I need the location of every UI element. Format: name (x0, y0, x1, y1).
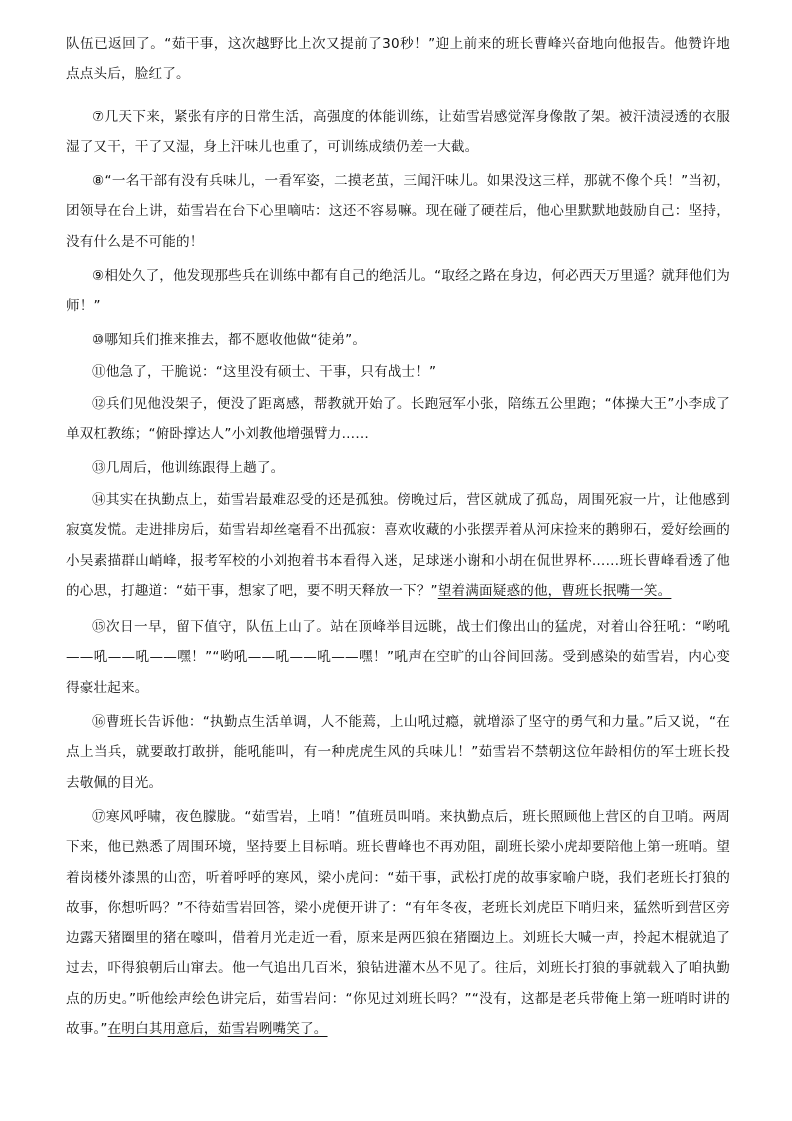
underlined-sentence: 望着满面疑惑的他，曹班长抿嘴一笑。 (437, 582, 672, 599)
paragraph-15 (66, 612, 730, 703)
underlined-sentence: 在明白其用意后，茹雪岩咧嘴笑了。 (107, 1021, 328, 1038)
paragraph-text: 队伍已返回了。“茹干事，这次越野比上次又提前了30秒！”迎上前来的班长曹峰兴奋地向他报告。他赞许地点点头后，脸红了。 (66, 36, 730, 83)
paragraph-text: ⑰寒风呼啸，夜色朦胧。“茹雪岩，上哨！”值班员叫哨。来执勤点后，班长照顾他上营区的自卫哨。两周下来，他已熟悉了周围环境，坚持要上目标哨。班长曹峰也不再劝阻，副班长梁小虎却要陪他上第一班哨。望着岗楼外漆黑的山峦，听着呼呼的寒风，梁小虎问：“茹干事，武松打虎的故事家喻户晓，我们老班长打狼的故事，你想听吗？”不待茹雪岩回答，梁小虎便开讲了：“有年冬夜，老班长刘虎臣下哨归来，猛然听到营区旁边露天猪圈里的猪在嚎叫，借着月光走近一看，原来是两匹狼在猪圈边上。刘班长大喊一声，拎起木棍就追了过去，吓得狼朝后山窜去。他一气追出几百米，狼钻进灌木丛不见了。往后，刘班长打狼的事就载入了咱执勤点的历史。”听他绘声绘色讲完后，茹雪岩问：“你见过刘班长吗？”“没有，这都是老兵带俺上第一班哨时讲的故事。” (66, 809, 730, 1038)
paragraph-12 (66, 389, 730, 450)
paragraph-17 (66, 802, 730, 1044)
paragraph-text: ⑭其实在执勤点上，茹雪岩最难忍受的还是孤独。傍晚过后，营区就成了孤岛，周围死寂一片，让他感到寂寞发慌。走进排房后，茹雪岩却丝毫看不出孤寂：喜欢收藏的小张摆弄着从河床捡来的鹅卵石，爱好绘画的小吴素描群山峭峰，报考军校的小刘抱着书本看得入迷，足球迷小谢和小胡在侃世界杯……班长曹峰看透了他的心思，打趣道：“茹干事，想家了吧，要不明天释放一下？” (66, 492, 730, 599)
paragraph-text: ⑬几周后，他训练跟得上趟了。 (92, 460, 285, 476)
paragraph-text: ⑧“一名干部有没有兵味儿，一看军姿，二摸老茧，三闻汗味儿。如果没这三样，那就不像个兵！”当初，团领导在台上讲，茹雪岩在台下心里嘀咕：这还不容易嘛。现在碰了硬茬后，他心里默默地鼓励自己：坚持，没有什么是不可能的！ (66, 173, 730, 250)
paragraph-16 (66, 707, 730, 798)
paragraph-continuation (66, 29, 730, 90)
paragraph-text: ⑯曹班长告诉他：“执勤点生活单调，人不能蔫，上山吼过瘾，就增添了坚守的勇气和力量。”后又说，“在点上当兵，就要敢打敢拼，能吼能叫，有一种虎虎生风的兵味儿！”茹雪岩不禁朝这位年龄相仿的军士班长投去敬佩的目光。 (66, 714, 730, 791)
paragraph-14 (66, 485, 730, 606)
paragraph-text: ⑪他急了，干脆说：“这里没有硕士、干事，只有战士！” (92, 364, 437, 380)
paragraph-9 (66, 261, 730, 322)
paragraph-text: ⑨相处久了，他发现那些兵在训练中都有自己的绝活儿。“取经之路在身边，何必西天万里遥？就拜他们为师！” (66, 268, 730, 315)
paragraph-8 (66, 166, 730, 257)
paragraph-10 (66, 325, 730, 355)
paragraph-7 (66, 102, 730, 163)
paragraph-13 (66, 453, 730, 483)
paragraph-text: ⑮次日一早，留下值守，队伍上山了。站在顶峰举目远眺，战士们像出山的猛虎，对着山谷狂吼：“哟吼——吼——吼——嘿！”“哟吼——吼——吼——嘿！”吼声在空旷的山谷间回荡。受到感染的茹雪岩，内心变得豪壮起来。 (66, 619, 730, 696)
paragraph-text: ⑩哪知兵们推来推去，都不愿收他做“徒弟”。 (92, 332, 367, 348)
paragraph-11 (66, 357, 730, 387)
paragraph-text: ⑫兵们见他没架子，便没了距离感，帮教就开始了。长跑冠军小张，陪练五公里跑；“体操大王”小李成了单双杠教练；“俯卧撑达人”小刘教他增强臂力…… (66, 396, 730, 443)
paragraph-text: ⑦几天下来，紧张有序的日常生活，高强度的体能训练，让茹雪岩感觉浑身像散了架。被汗渍浸透的衣服湿了又干，干了又湿，身上汗味儿也重了，可训练成绩仍差一大截。 (66, 109, 730, 156)
